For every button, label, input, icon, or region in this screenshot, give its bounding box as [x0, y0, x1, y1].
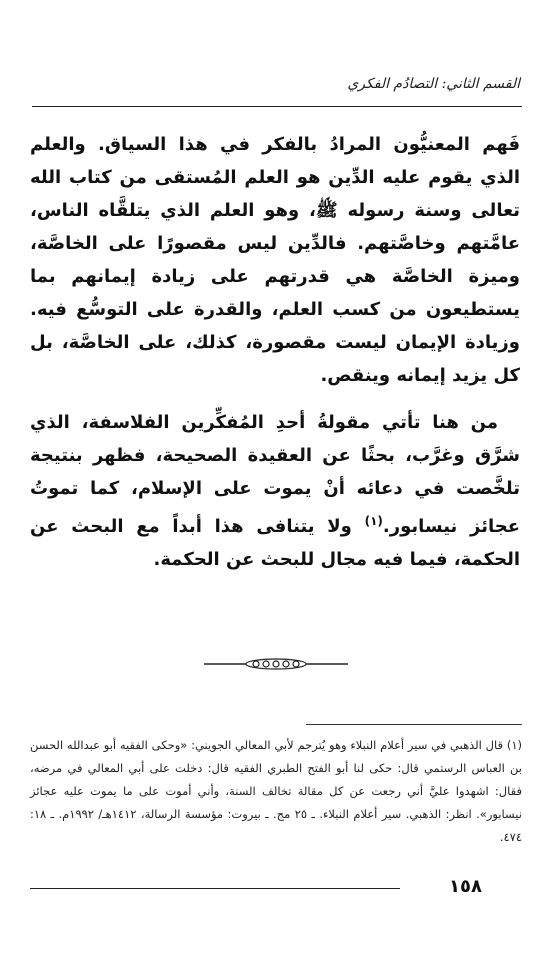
page-number: ١٥٨ [449, 876, 482, 897]
paragraph-2-continued: ولا يتنافى هذا أبداً مع البحث عن الحكمة، فيما فيه مجال للبحث عن الحكمة. [30, 516, 520, 570]
header-title: القسم الثاني: التصادُم الفكري [347, 76, 520, 92]
ornament-icon [202, 654, 350, 674]
main-text [30, 128, 520, 576]
paragraph-2-text: من هنا تأتي مقولةُ أحدِ المُفكِّرين الفلاسفة، الذي شرَّق وغرَّب، بحثًا عن العقيدة الصحيحة، فظهر بنتيجة تلخَّصت في دعائه أنْ يموت على الإسلام، كما تموتُ عجائز نيسابور. [30, 412, 520, 537]
footer-rule [30, 888, 400, 889]
running-header [32, 66, 522, 107]
footnote [30, 734, 522, 849]
paragraph-1: فَهم المعنيُّون المرادُ بالفكر في هذا السياق. والعلم الذي يقوم عليه الدِّين هو العلم المُستقى من كتاب الله تعالى وسنة رسوله ﷺ، وهو العلم الذي يتلقَّاه الناس، عامَّتهم وخاصَّتهم. فالدِّين ليس مقصورًا على الخاصَّة، وميزة الخاصَّة هي قدرتهم على زيادة إيمانهم بما يستطيعون من كسب العلم، والقدرة على التوسُّع فيه. وزيادة الإيمان ليست مقصورة، كذلك، على الخاصَّة، بل كل يزيد إيمانه وينقص. [30, 134, 520, 386]
footnote-reference[interactable]: (١) [364, 514, 383, 528]
footnote-text: (١) قال الذهبي في سير أعلام النبلاء وهو يُترجم لأبي المعالي الجويني: «وحكى الفقيه أبو عبدالله الحسن بن العباس الرستمي قال: حكى لنا أبو الفتح الطبري الفقيه قال: دخلت على أبي المعالي في مرضه، فقال: اشهدوا عليَّ أني رجعت عن كل مقالة تخالف السنة، وأني أموت على ما يموت عليه عجائز نيسابور». انظر: الذهبي. سير أعلام النبلاء. ـ ٢٥ مج. ـ بيروت: مؤسسة الرسالة، ١٤١٢هـ/ ١٩٩٢م. ـ ١٨: ٤٧٤. [30, 738, 522, 844]
paragraph-2 [30, 406, 520, 576]
footnote-divider [306, 724, 522, 725]
